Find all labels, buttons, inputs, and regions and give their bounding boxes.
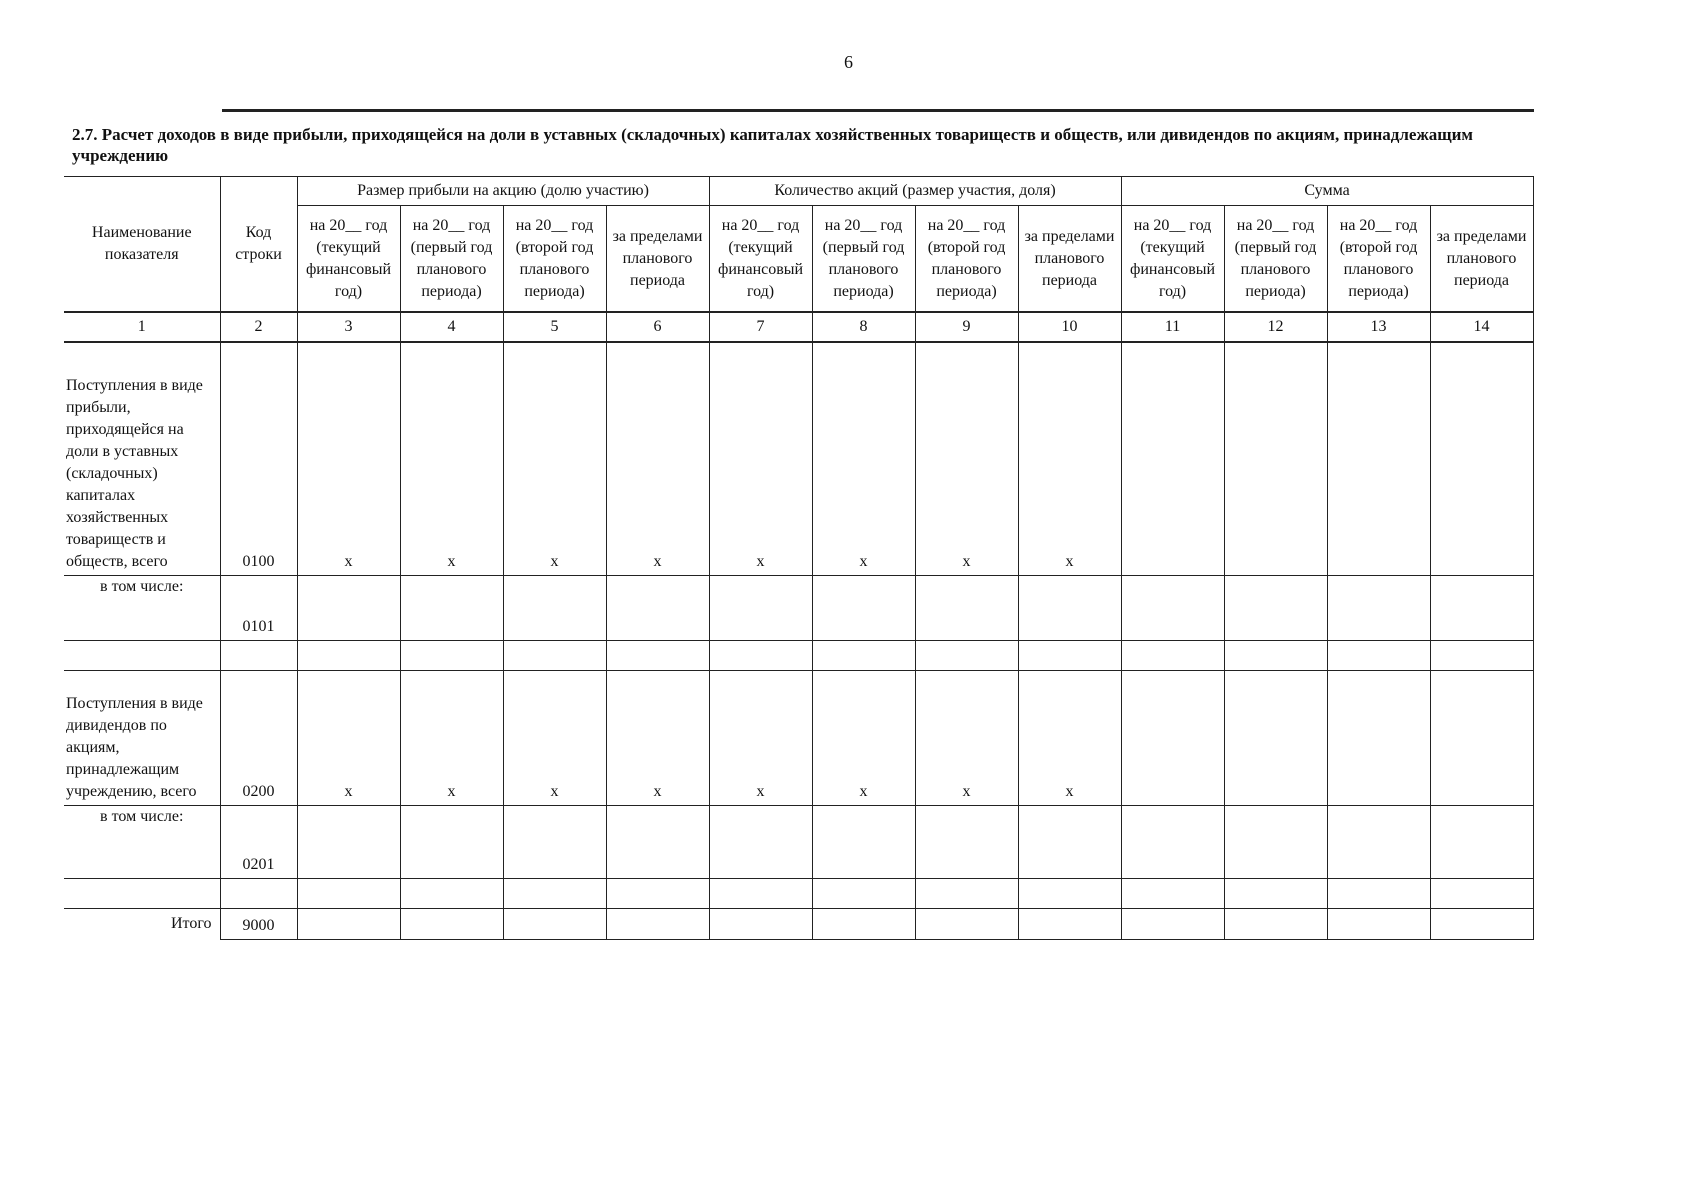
header-sub-col: на 20__ год (первый год планового периода) — [1224, 206, 1327, 313]
column-number: 8 — [812, 312, 915, 342]
row-label: в том числе: — [64, 576, 220, 641]
table-cell — [1327, 879, 1430, 909]
row-code: 9000 — [220, 909, 297, 940]
table-cell — [709, 879, 812, 909]
table-row — [64, 806, 1533, 879]
table-cell: x — [297, 342, 400, 576]
table-cell — [606, 806, 709, 879]
row-code: 0101 — [220, 576, 297, 641]
table-cell — [812, 806, 915, 879]
table-cell — [1430, 879, 1533, 909]
table-row — [64, 342, 1533, 576]
total-row — [64, 909, 1533, 940]
table-cell — [1121, 342, 1224, 576]
table-cell — [1224, 342, 1327, 576]
table-cell — [1224, 806, 1327, 879]
table-cell — [1121, 641, 1224, 671]
table-cell — [915, 576, 1018, 641]
table-cell — [297, 576, 400, 641]
column-number: 9 — [915, 312, 1018, 342]
column-number: 6 — [606, 312, 709, 342]
table-cell — [1430, 806, 1533, 879]
table-cell — [1018, 576, 1121, 641]
header-sub-col: на 20__ год (второй год планового периода) — [1327, 206, 1430, 313]
page-number: 6 — [844, 52, 853, 72]
table-cell — [812, 879, 915, 909]
table-cell — [1121, 806, 1224, 879]
column-number: 13 — [1327, 312, 1430, 342]
table-cell — [1018, 879, 1121, 909]
row-code — [220, 641, 297, 671]
table-cell — [1327, 806, 1430, 879]
table-cell — [1430, 641, 1533, 671]
table-cell — [1121, 879, 1224, 909]
header-sub-col: за пределами планового периода — [1018, 206, 1121, 313]
column-number: 2 — [220, 312, 297, 342]
table-cell — [503, 641, 606, 671]
table-cell — [812, 909, 915, 940]
section-title: 2.7. Расчет доходов в виде прибыли, приходящейся на доли в уставных (складочных) капиталах хозяйственных товариществ и обществ, или дивидендов по акциям, принадлежащим учреждению — [72, 125, 1474, 165]
table-cell — [503, 879, 606, 909]
table-cell — [709, 641, 812, 671]
table-cell — [1224, 909, 1327, 940]
header-sub-col: на 20__ год (текущий финансовый год) — [709, 206, 812, 313]
top-rule — [222, 109, 1534, 112]
table-cell — [709, 576, 812, 641]
table-cell — [709, 909, 812, 940]
table-cell — [1430, 909, 1533, 940]
header-group-profit: Размер прибыли на акцию (долю участию) — [297, 177, 709, 206]
table-cell: x — [606, 342, 709, 576]
row-code: 0200 — [220, 671, 297, 806]
header-name-col: Наименование показателя — [64, 177, 220, 313]
table-cell — [606, 641, 709, 671]
row-code: 0201 — [220, 806, 297, 879]
table-cell — [709, 806, 812, 879]
row-label: Поступления в виде дивидендов по акциям, принадлежащим учреждению, всего — [64, 671, 220, 806]
table-cell — [400, 909, 503, 940]
table-cell — [503, 909, 606, 940]
table-cell: x — [915, 671, 1018, 806]
table-cell — [1018, 806, 1121, 879]
table-cell — [400, 806, 503, 879]
table-cell — [1327, 576, 1430, 641]
header-sub-col: на 20__ год (второй год планового периода) — [503, 206, 606, 313]
table-cell — [1018, 641, 1121, 671]
table-cell — [1224, 641, 1327, 671]
income-calculation-table — [64, 176, 1534, 940]
table-cell — [297, 641, 400, 671]
table-cell: x — [297, 671, 400, 806]
row-label — [64, 641, 220, 671]
table-cell: x — [709, 342, 812, 576]
table-cell: x — [812, 342, 915, 576]
header-sub-col: за пределами планового периода — [1430, 206, 1533, 313]
table-cell — [606, 879, 709, 909]
table-row — [64, 576, 1533, 641]
table-cell: x — [400, 671, 503, 806]
table-cell — [1224, 879, 1327, 909]
table-cell — [400, 576, 503, 641]
table-cell — [915, 879, 1018, 909]
header-group-shares: Количество акций (размер участия, доля) — [709, 177, 1121, 206]
table-cell — [1121, 909, 1224, 940]
header-code-col: Код строки — [220, 177, 297, 313]
table-cell: x — [1018, 342, 1121, 576]
column-number: 12 — [1224, 312, 1327, 342]
header-group-sum: Сумма — [1121, 177, 1533, 206]
header-sub-col: за пределами планового периода — [606, 206, 709, 313]
table-cell — [1327, 671, 1430, 806]
table-cell — [297, 879, 400, 909]
header-sub-col: на 20__ год (первый год планового периода) — [400, 206, 503, 313]
table-cell — [1121, 671, 1224, 806]
header-sub-col: на 20__ год (второй год планового периода) — [915, 206, 1018, 313]
table-row — [64, 641, 1533, 671]
column-number: 4 — [400, 312, 503, 342]
table-cell — [400, 879, 503, 909]
table-cell: x — [503, 342, 606, 576]
column-number: 14 — [1430, 312, 1533, 342]
table-cell — [812, 576, 915, 641]
table-cell — [1430, 342, 1533, 576]
table-cell — [1121, 576, 1224, 641]
table-cell: x — [400, 342, 503, 576]
header-sub-col: на 20__ год (первый год планового периода) — [812, 206, 915, 313]
total-label: Итого — [64, 909, 220, 940]
table-cell: x — [812, 671, 915, 806]
column-number: 10 — [1018, 312, 1121, 342]
table-cell — [606, 576, 709, 641]
table-cell — [503, 806, 606, 879]
table-cell — [1327, 342, 1430, 576]
table-cell — [297, 806, 400, 879]
table-cell: x — [606, 671, 709, 806]
column-number: 1 — [64, 312, 220, 342]
row-label: Поступления в виде прибыли, приходящейся на доли в уставных (складочных) капиталах хозяйственных товариществ и обществ, всего — [64, 342, 220, 576]
table-cell — [1327, 641, 1430, 671]
table-cell — [812, 641, 915, 671]
header-sub-col: на 20__ год (текущий финансовый год) — [297, 206, 400, 313]
table-cell: x — [915, 342, 1018, 576]
table-cell — [1224, 671, 1327, 806]
column-number-row — [64, 312, 1533, 342]
column-number: 11 — [1121, 312, 1224, 342]
table-cell — [1430, 671, 1533, 806]
row-code: 0100 — [220, 342, 297, 576]
table-cell — [1327, 909, 1430, 940]
table-cell — [1018, 909, 1121, 940]
table-row — [64, 671, 1533, 806]
table-cell — [297, 909, 400, 940]
table-cell: x — [709, 671, 812, 806]
header-sub-col: на 20__ год (текущий финансовый год) — [1121, 206, 1224, 313]
column-number: 7 — [709, 312, 812, 342]
table-cell — [915, 641, 1018, 671]
table-cell: x — [1018, 671, 1121, 806]
table-cell — [400, 641, 503, 671]
table-cell — [915, 806, 1018, 879]
header-group-row — [64, 177, 1533, 206]
column-number: 5 — [503, 312, 606, 342]
table-cell — [1430, 576, 1533, 641]
table-cell — [915, 909, 1018, 940]
row-label — [64, 879, 220, 909]
row-label: в том числе: — [64, 806, 220, 879]
row-code — [220, 879, 297, 909]
table-cell — [1224, 576, 1327, 641]
column-number: 3 — [297, 312, 400, 342]
table-cell — [503, 576, 606, 641]
table-cell — [606, 909, 709, 940]
table-row — [64, 879, 1533, 909]
table-cell: x — [503, 671, 606, 806]
